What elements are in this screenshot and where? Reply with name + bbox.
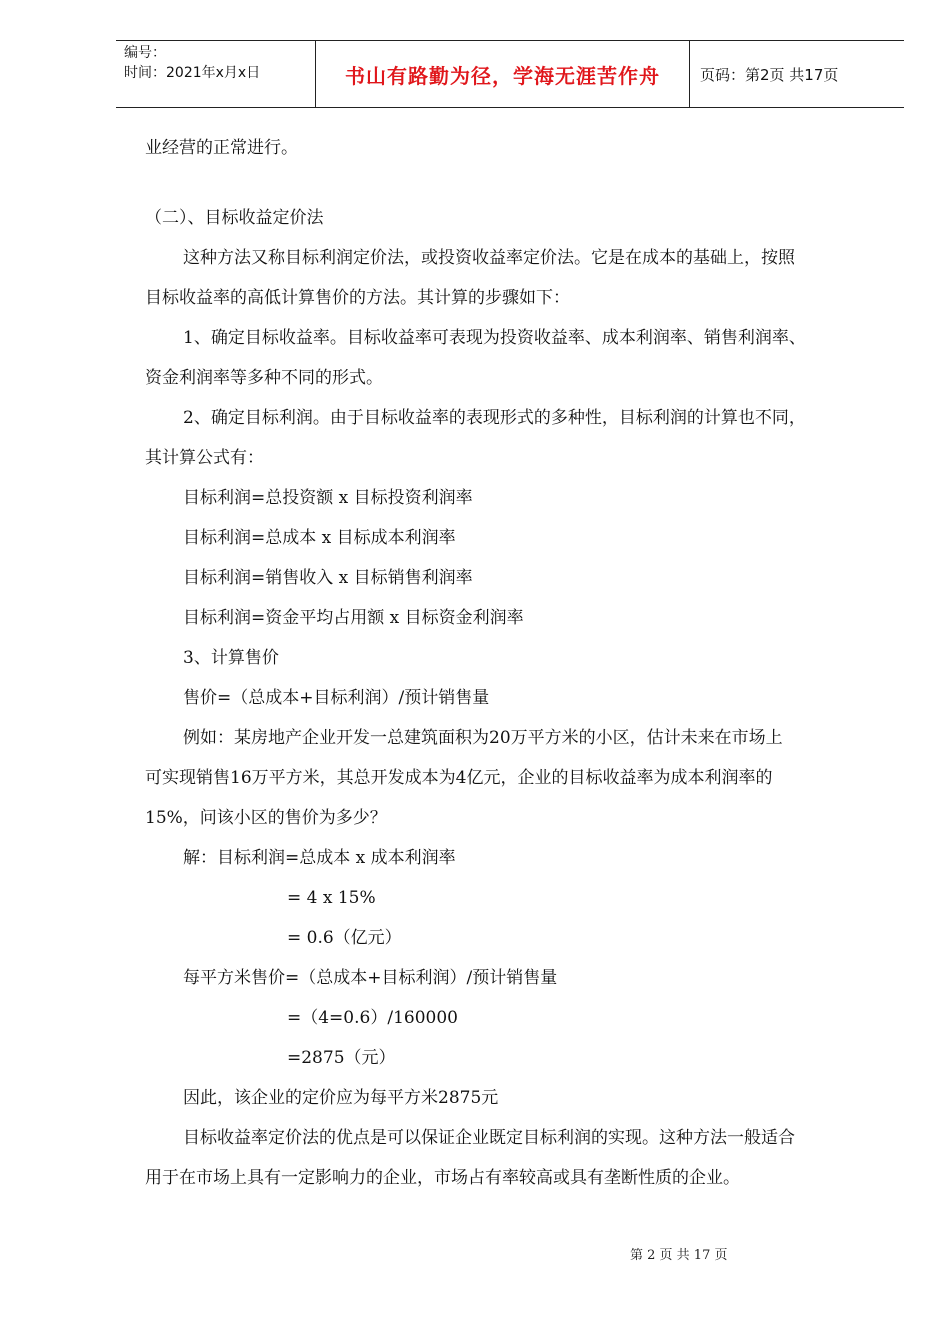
formula-line: = 4 x 15% bbox=[287, 888, 376, 908]
header-motto: 书山有路勤为径，学海无涯苦作舟 bbox=[316, 41, 690, 107]
formula-line: 目标利润=销售收入 x 目标销售利润率 bbox=[183, 568, 473, 588]
paragraph-line: 可实现销售16万平方米，其总开发成本为4亿元，企业的目标收益率为成本利润率的 bbox=[145, 768, 773, 788]
paragraph-line: 因此，该企业的定价应为每平方米2875元 bbox=[183, 1088, 499, 1108]
paragraph-line: 15%，问该小区的售价为多少？ bbox=[145, 808, 387, 828]
page-header bbox=[116, 40, 904, 108]
paragraph-gap bbox=[145, 168, 875, 198]
paragraph-line: 这种方法又称目标利润定价法，或投资收益率定价法。它是在成本的基础上，按照 bbox=[183, 248, 795, 268]
formula-line: =2875（元） bbox=[287, 1048, 396, 1068]
formula-line: 售价=（总成本+目标利润）/预计销售量 bbox=[183, 688, 490, 708]
formula-line: 目标利润=总成本 x 目标成本利润率 bbox=[183, 528, 456, 548]
formula-line: = 0.6（亿元） bbox=[287, 928, 402, 948]
header-page-info: 页码：第2页 共17页 bbox=[700, 65, 839, 84]
formula-line: =（4=0.6）/160000 bbox=[287, 1008, 458, 1028]
paragraph-line: 资金利润率等多种不同的形式。 bbox=[145, 368, 383, 388]
section-heading: （二）、目标收益定价法 bbox=[145, 208, 324, 228]
paragraph-line: 业经营的正常进行。 bbox=[145, 138, 298, 158]
formula-line: 目标利润=资金平均占用额 x 目标资金利润率 bbox=[183, 608, 524, 628]
paragraph-line: 目标收益率的高低计算售价的方法。其计算的步骤如下： bbox=[145, 288, 570, 308]
paragraph-line: 1、确定目标收益率。目标收益率可表现为投资收益率、成本利润率、销售利润率、 bbox=[183, 328, 806, 348]
paragraph-line: 目标收益率定价法的优点是可以保证企业既定目标利润的实现。这种方法一般适合 bbox=[183, 1128, 795, 1148]
formula-line: 目标利润=总投资额 x 目标投资利润率 bbox=[183, 488, 473, 508]
paragraph-line: 用于在市场上具有一定影响力的企业，市场占有率较高或具有垄断性质的企业。 bbox=[145, 1168, 740, 1188]
page-footer: 第 2 页 共 17 页 bbox=[630, 1248, 728, 1263]
paragraph-line: 2、确定目标利润。由于目标收益率的表现形式的多种性，目标利润的计算也不同， bbox=[183, 408, 806, 428]
document-body bbox=[145, 128, 875, 1198]
paragraph-line: 例如：某房地产企业开发一总建筑面积为20万平方米的小区，估计未来在市场上 bbox=[183, 728, 783, 748]
formula-line: 每平方米售价=（总成本+目标利润）/预计销售量 bbox=[183, 968, 558, 988]
paragraph-line: 3、计算售价 bbox=[183, 648, 279, 668]
document-number-label: 编号： bbox=[124, 45, 166, 61]
document-time-label: 时间：2021年x月x日 bbox=[124, 65, 261, 81]
formula-line: 解：目标利润=总成本 x 成本利润率 bbox=[183, 848, 456, 868]
paragraph-line: 其计算公式有： bbox=[145, 448, 264, 468]
header-meta bbox=[116, 41, 316, 107]
